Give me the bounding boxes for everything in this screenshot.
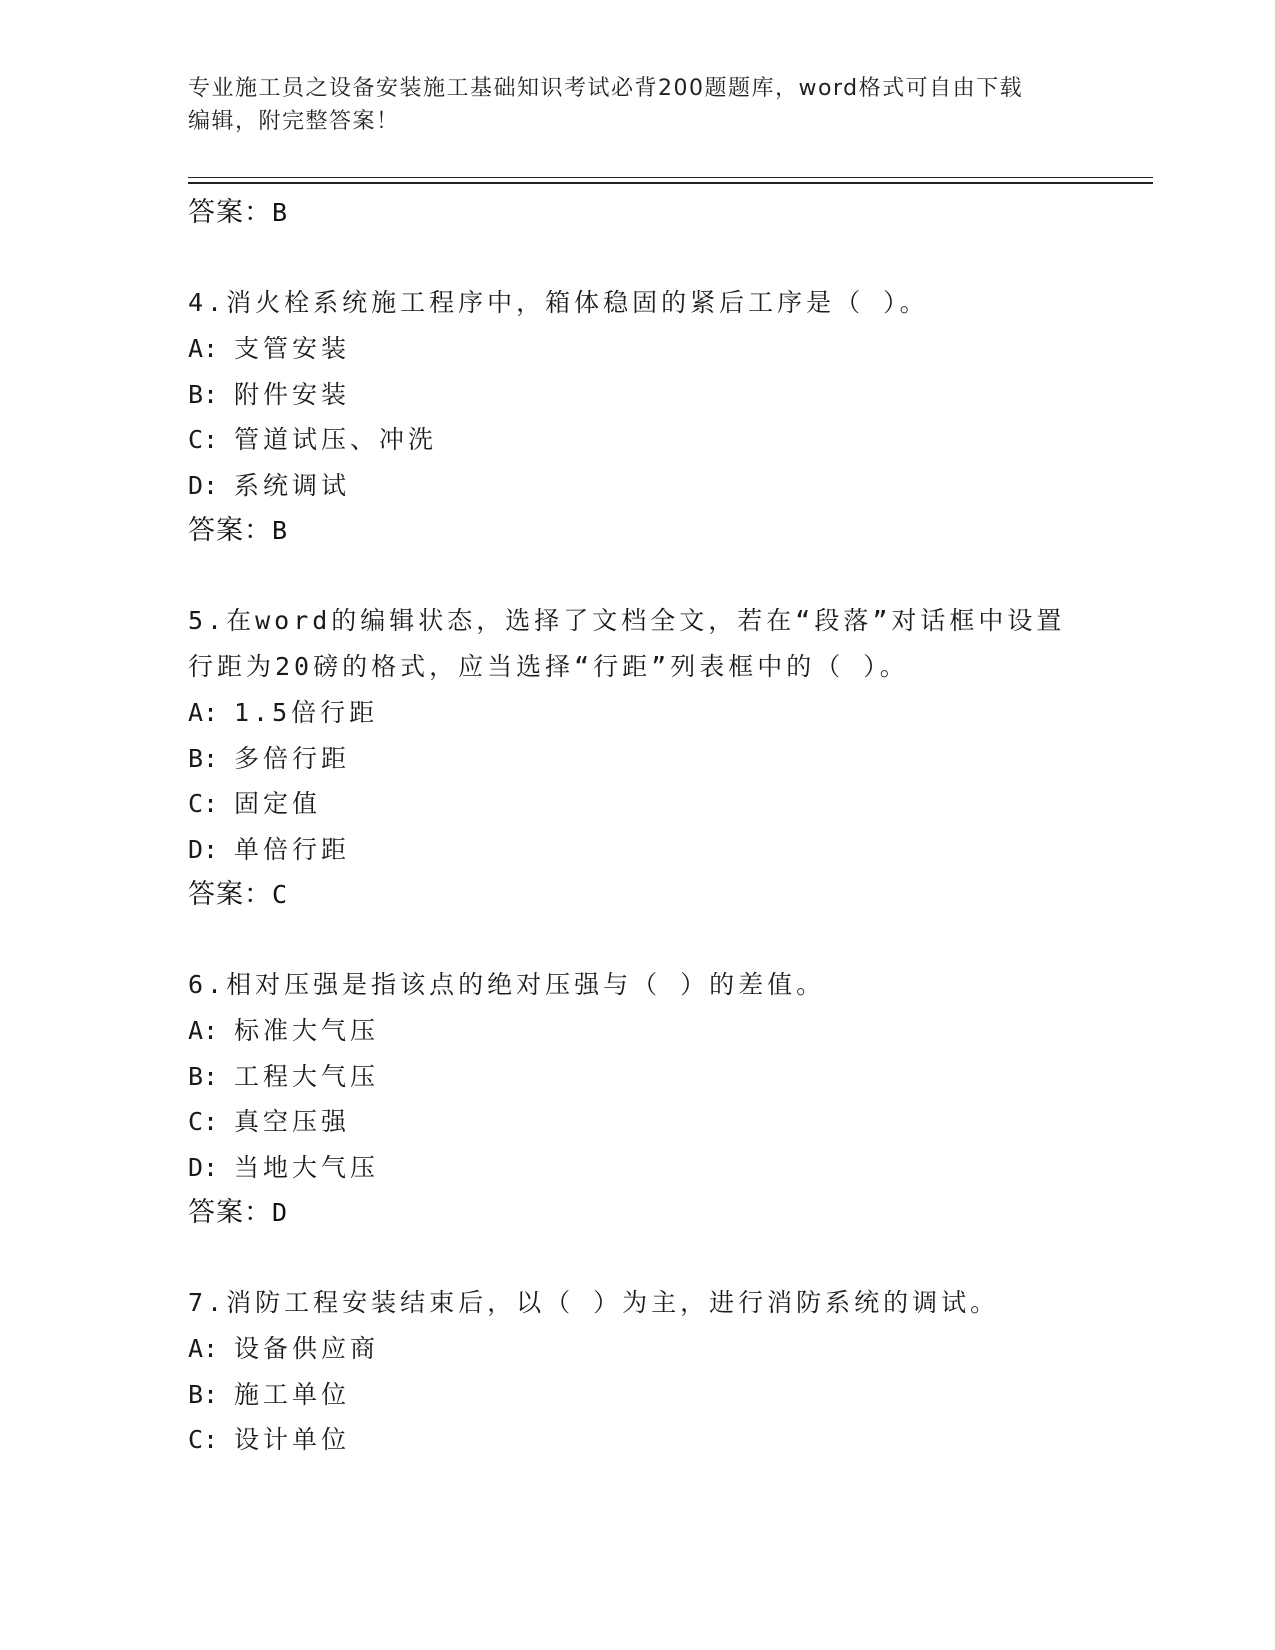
question-block xyxy=(188,280,1088,554)
option-text: 单倍行距 xyxy=(234,834,351,864)
question-spacer xyxy=(188,918,1088,962)
option-letter: A: xyxy=(188,334,219,363)
header-line-2: 编辑，附完整答案！ xyxy=(188,109,400,134)
answer-label: 答案： xyxy=(188,515,272,546)
option-text: 管道试压、冲洗 xyxy=(234,425,438,454)
answer-line xyxy=(188,872,1088,918)
question-text: 4.消火栓系统施工程序中，箱体稳固的紧后工序是（ ）。 xyxy=(188,288,929,317)
option-letter: C: xyxy=(188,789,219,818)
option-letter: B: xyxy=(188,1379,219,1409)
option-text: 工程大气压 xyxy=(234,1061,380,1091)
question-list xyxy=(188,190,1088,1463)
option-letter: B: xyxy=(188,1061,219,1091)
option-text: 当地大气压 xyxy=(234,1152,380,1182)
page-header xyxy=(188,72,1068,138)
option-text: 设备供应商 xyxy=(234,1334,380,1363)
option-text: 施工单位 xyxy=(234,1379,351,1409)
option-text: 标准大气压 xyxy=(234,1016,380,1045)
option-text: 1.5倍行距 xyxy=(234,698,379,727)
question-spacer xyxy=(188,236,1088,280)
question-text: 6.相对压强是指该点的绝对压强与（ ）的差值。 xyxy=(188,970,826,999)
option-letter: B: xyxy=(188,379,219,409)
option-text: 多倍行距 xyxy=(234,743,351,773)
answer-line xyxy=(188,508,1088,554)
option-item xyxy=(188,1417,1088,1463)
option-text: 附件安装 xyxy=(234,379,351,409)
option-item xyxy=(188,690,1088,736)
header-line-1: 专业施工员之设备安装施工基础知识考试必背200题题库，word格式可自由下载 xyxy=(188,76,1024,101)
option-letter: D: xyxy=(188,834,219,864)
answer-value: B xyxy=(272,516,289,545)
answer-line xyxy=(188,1190,1088,1236)
question-text: 5.在word的编辑状态，选择了文档全文，若在“段落”对话框中设置 xyxy=(188,606,1066,635)
option-letter: C: xyxy=(188,1107,219,1136)
option-letter: A: xyxy=(188,1016,219,1045)
option-item xyxy=(188,372,1088,418)
answer-value: C xyxy=(272,880,289,909)
question-block xyxy=(188,1280,1088,1463)
option-text: 设计单位 xyxy=(234,1425,351,1454)
option-letter: D: xyxy=(188,470,219,500)
answer-value: D xyxy=(272,1198,289,1227)
option-text: 真空压强 xyxy=(234,1107,351,1136)
option-item xyxy=(188,463,1088,509)
option-text: 支管安装 xyxy=(234,334,351,363)
option-item xyxy=(188,1372,1088,1418)
option-item xyxy=(188,827,1088,873)
question-text: 行距为20磅的格式，应当选择“行距”列表框中的（ ）。 xyxy=(188,652,909,681)
option-item xyxy=(188,1008,1088,1054)
header-rule-thick xyxy=(188,182,1153,184)
answer-value: B xyxy=(272,198,289,227)
answer-label: 答案： xyxy=(188,879,272,910)
option-letter: C: xyxy=(188,425,219,454)
option-letter: D: xyxy=(188,1152,219,1182)
option-letter: B: xyxy=(188,743,219,773)
option-item xyxy=(188,781,1088,827)
option-item xyxy=(188,1054,1088,1100)
question-block xyxy=(188,598,1088,918)
option-item xyxy=(188,1145,1088,1191)
option-item xyxy=(188,1099,1088,1145)
answer-label: 答案： xyxy=(188,197,272,228)
header-rule-thin xyxy=(188,177,1153,178)
question-spacer xyxy=(188,1236,1088,1280)
question-block xyxy=(188,962,1088,1236)
option-item xyxy=(188,326,1088,372)
option-item xyxy=(188,1326,1088,1372)
option-item xyxy=(188,417,1088,463)
option-letter: A: xyxy=(188,698,219,727)
option-text: 固定值 xyxy=(234,789,322,818)
question-spacer xyxy=(188,554,1088,598)
answer-line xyxy=(188,190,1088,236)
option-item xyxy=(188,736,1088,782)
answer-label: 答案： xyxy=(188,1197,272,1228)
option-text: 系统调试 xyxy=(234,470,351,500)
question-text: 7.消防工程安装结束后，以（ ）为主，进行消防系统的调试。 xyxy=(188,1288,1000,1317)
option-letter: C: xyxy=(188,1425,219,1454)
option-letter: A: xyxy=(188,1334,219,1363)
